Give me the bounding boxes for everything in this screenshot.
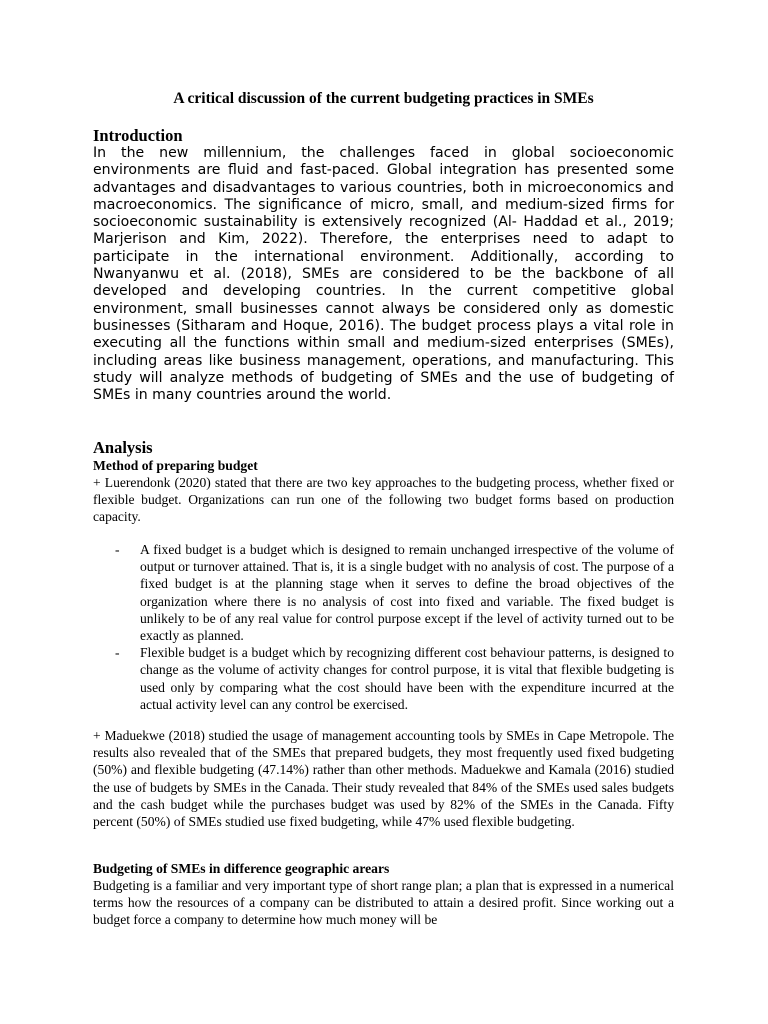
list-bullet: -	[115, 542, 120, 557]
budget-types-list	[93, 541, 674, 713]
maduekwe-paragraph: + Maduekwe (2018) studied the usage of management accounting tools by SMEs in Cape Metropole. The results also revealed that of the SMEs that prepared budgets, they most frequently used fixed budgeting (50%) and flexible budgeting (47.14%) rather than other methods. Maduekwe and Kamala (2016) studied the use of budgets by SMEs in the Canada. Their study revealed that 84% of the SMEs used sales budgets and the cash budget while the purchases budget was used by 82% of the SMEs in the Canada. Fifty percent (50%) of SMEs studied use fixed budgeting, while 47% used flexible budgeting.	[93, 728, 674, 830]
list-item-text: A fixed budget is a budget which is designed to remain unchanged irrespective of the volume of output or turnover attained. That is, it is a single budget with no analysis of cost. The purpose of a fixed budget is at the planning stage when it serves to define the broad objectives of the organization where there is no analysis of cost into fixed and variable. The fixed budget is unlikely to be of any real value for control purpose except if the level of activity turned out to be exactly as planned.	[140, 542, 674, 644]
geographic-heading: Budgeting of SMEs in difference geographic arears	[93, 861, 390, 876]
introduction-paragraph: In the new millennium, the challenges faced in global socioeconomic environments are fluid and fast-paced. Global integration has presented some advantages and disadvantages to various countries, both in microeconomics and macroeconomics. The significance of micro, small, and medium-sized firms for socioeconomic sustainability is extensively recognized (Al- Haddad et al., 2019; Marjerison and Kim, 2022). Therefore, the enterprises need to adapt to participate in the international environment. Additionally, according to Nwanyanwu et al. (2018), SMEs are considered to be the backbone of all developed and developing countries. In the current competitive global environment, small businesses cannot always be considered only as domestic businesses (Sitharam and Hoque, 2016). The budget process plays a vital role in executing all the functions within small and medium-sized enterprises (SMEs), including areas like business management, operations, and manufacturing. This study will analyze methods of budgeting of SMEs and the use of budgeting of SMEs in many countries around the world.	[93, 145, 674, 404]
analysis-heading: Analysis	[93, 438, 153, 457]
list-bullet: -	[115, 645, 120, 661]
geographic-paragraph: Budgeting is a familiar and very important type of short range plan; a plan that is expressed in a numerical terms how the resources of a company can be distributed to attain a desired profit. Since working out a budget force a company to determine how much money will be	[93, 878, 674, 928]
list-item-text: Flexible budget is a budget which by recognizing different cost behaviour patterns, is designed to change as the volume of activity changes for control purpose, it is vital that flexible budgeting is used only by comparing what the cost should have been with the expenditure incurred at the actual activity level can any control be exercised.	[140, 645, 674, 712]
list-item-fixed-budget	[93, 541, 674, 644]
list-item-flexible-budget	[93, 644, 674, 713]
introduction-heading: Introduction	[93, 126, 183, 145]
method-heading: Method of preparing budget	[93, 458, 258, 473]
document-title: A critical discussion of the current budgeting practices in SMEs	[173, 90, 594, 107]
luerendonk-paragraph: + Luerendonk (2020) stated that there are two key approaches to the budgeting process, whether fixed or flexible budget. Organizations can run one of the following two budget forms based on production capacity.	[93, 475, 674, 525]
